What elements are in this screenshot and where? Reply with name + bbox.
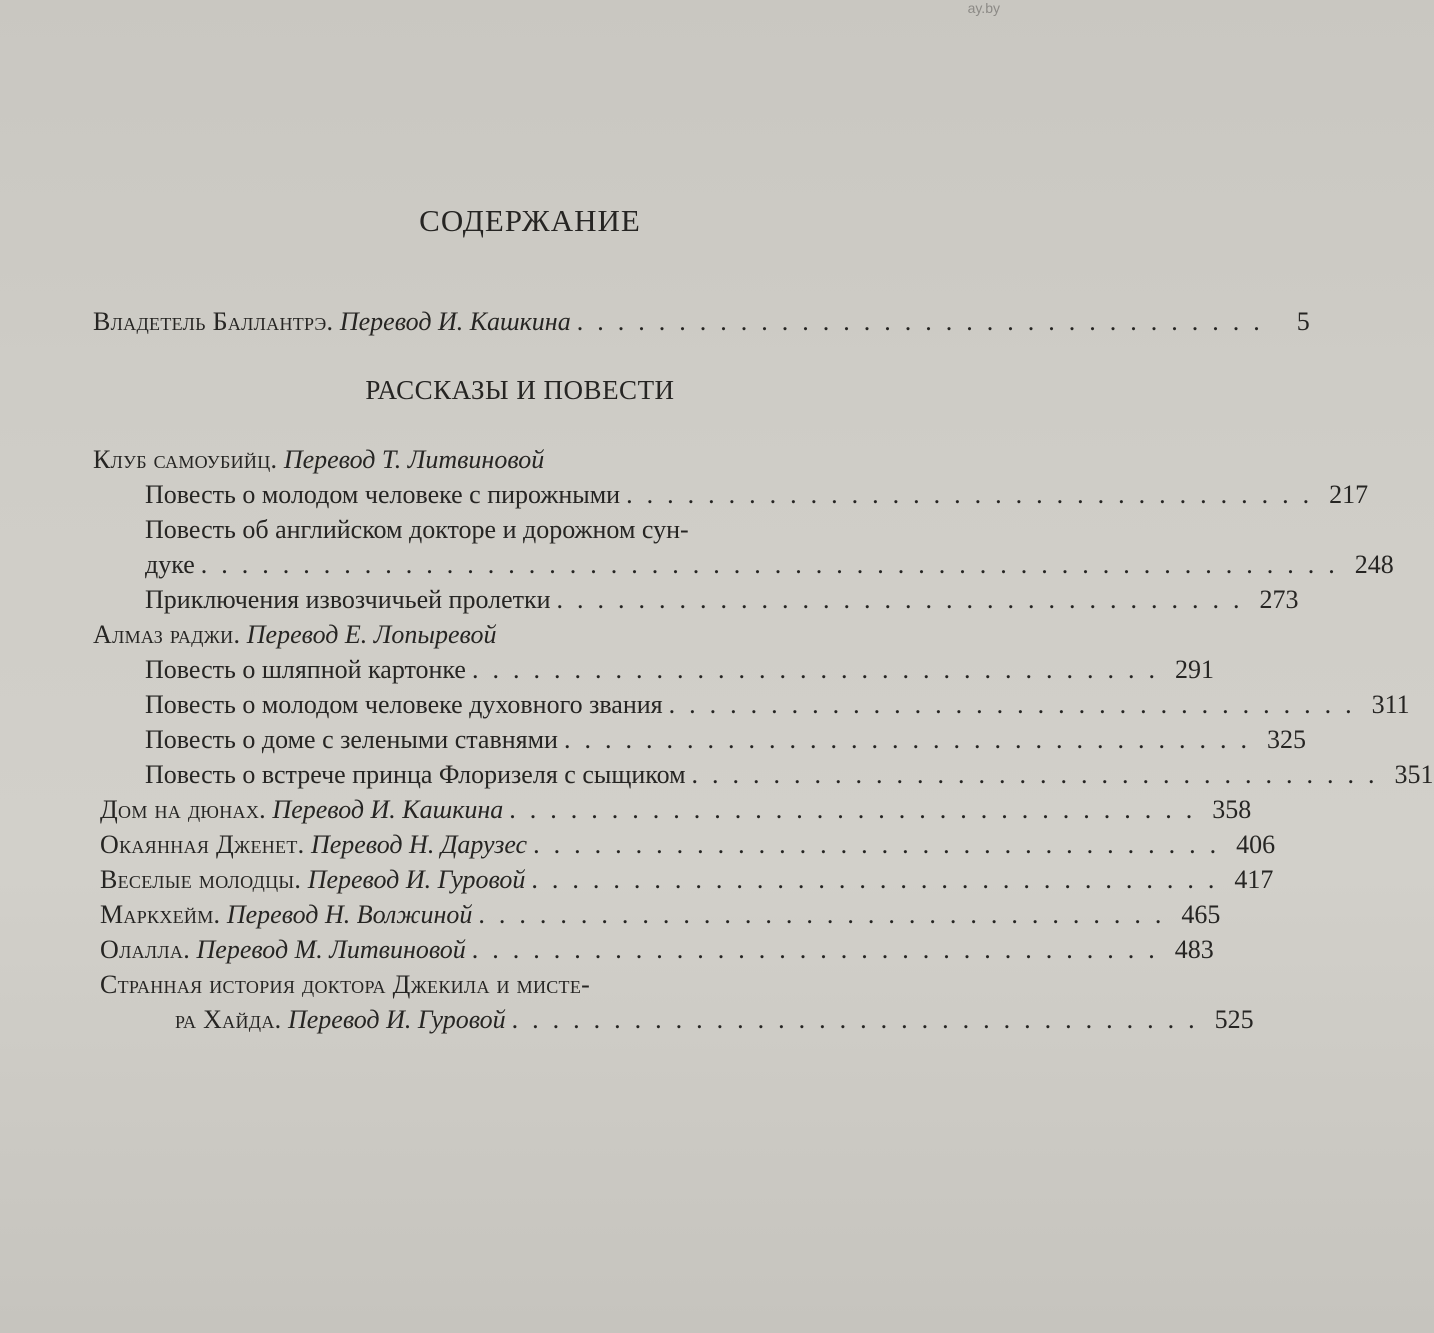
entry-page: 291: [1174, 655, 1214, 684]
entry-title: Маркхейм.: [100, 900, 221, 929]
leader-dots: ..................................: [511, 1005, 1209, 1034]
leader-dots: ..................................: [509, 795, 1207, 824]
toc-entry-jekyll-hyde-cont: [175, 1003, 1254, 1037]
section-heading: РАССКАЗЫ И ПОВЕСТИ: [365, 375, 675, 405]
entry-translator: Перевод М. Литвиновой: [196, 935, 466, 964]
entry-text: Повесть о доме с зелеными ставнями: [145, 725, 558, 754]
leader-dots: ..................................: [478, 900, 1176, 929]
entry-page: 325: [1266, 725, 1306, 754]
entry-translator: Перевод Т. Литвиновой: [283, 445, 545, 474]
entry-page: 248: [1354, 550, 1394, 579]
entry-page: 465: [1181, 900, 1221, 929]
watermark: ay.by: [967, 0, 1000, 16]
entry-text: Повесть о шляпной картонке: [145, 655, 466, 684]
entry-title: Клуб самоубийц.: [93, 445, 278, 474]
toc-subentry: [145, 478, 1369, 512]
entry-text: Повесть об английском докторе и дорожном сун-: [145, 515, 689, 544]
toc-entry-ballantrae: [93, 305, 1310, 339]
toc-entry-merry-men: [100, 863, 1274, 897]
toc-subentry: [145, 513, 958, 547]
page-title: СОДЕРЖАНИЕ: [419, 203, 641, 238]
entry-translator: Перевод И. Гуровой: [287, 1005, 506, 1034]
entry-text: Приключения извозчичьей пролетки: [145, 585, 551, 614]
entry-page: 351: [1394, 760, 1434, 789]
entry-text: Повесть о молодом человеке духовного звания: [145, 690, 663, 719]
entry-page: 5: [1296, 307, 1310, 336]
toc-subentry: [145, 653, 1214, 687]
entry-text: дуке: [145, 550, 195, 579]
entry-page: 417: [1234, 865, 1274, 894]
entry-translator: Перевод И. Кашкина: [339, 307, 571, 336]
entry-title: Веселые молодцы.: [100, 865, 302, 894]
toc-subentry: [145, 583, 1299, 617]
toc-entry-suicide-club: [93, 443, 958, 477]
entry-translator: Перевод Н. Дарузес: [310, 830, 528, 859]
entry-page: 406: [1236, 830, 1276, 859]
entry-page: 311: [1371, 690, 1410, 719]
entry-title: Странная история доктора Джекила и мисте-: [100, 970, 591, 999]
toc-entry-markheim: [100, 898, 1221, 932]
entry-title: ра Хайда.: [175, 1005, 282, 1034]
entry-page: 483: [1174, 935, 1214, 964]
toc-entry-jekyll-hyde: [100, 968, 958, 1002]
leader-dots: ........................................................: [200, 550, 1349, 579]
entry-text: Повесть о встрече принца Флоризеля с сыщиком: [145, 760, 686, 789]
leader-dots: ..................................: [668, 690, 1366, 719]
entry-page: 217: [1329, 480, 1369, 509]
toc-subentry: [145, 688, 1410, 722]
leader-dots: ..................................: [531, 865, 1229, 894]
entry-title: Олалла.: [100, 935, 190, 964]
toc-subentry: [145, 548, 1394, 582]
toc-entry-thrawn-janet: [100, 828, 1276, 862]
entry-title: Дом на дюнах.: [100, 795, 266, 824]
entry-translator: Перевод И. Гуровой: [307, 865, 526, 894]
entry-page: 358: [1212, 795, 1252, 824]
leader-dots: ..................................: [471, 655, 1169, 684]
leader-dots: ..................................: [471, 935, 1169, 964]
toc-subentry: [145, 723, 1306, 757]
leader-dots: ..................................: [533, 830, 1231, 859]
leader-dots: ..................................: [626, 480, 1324, 509]
leader-dots: ..................................: [556, 585, 1254, 614]
entry-page: 273: [1259, 585, 1299, 614]
entry-title: Алмаз раджи.: [93, 620, 241, 649]
toc-subentry: [145, 758, 1434, 792]
entry-text: Повесть о молодом человеке с пирожными: [145, 480, 621, 509]
toc-entry-pavilion-on-the-links: [100, 793, 1252, 827]
toc-entry-rajah-diamond: [93, 618, 958, 652]
entry-title: Окаянная Дженет.: [100, 830, 305, 859]
entry-translator: Перевод Н. Волжиной: [226, 900, 473, 929]
entry-translator: Перевод Е. Лопыревой: [246, 620, 497, 649]
leader-dots: ..................................: [576, 307, 1274, 336]
entry-title: Владетель Баллантрэ.: [93, 307, 334, 336]
leader-dots: ..................................: [563, 725, 1261, 754]
toc-entry-olalla: [100, 933, 1214, 967]
entry-translator: Перевод И. Кашкина: [272, 795, 504, 824]
entry-page: 525: [1214, 1005, 1254, 1034]
leader-dots: ..................................: [691, 760, 1389, 789]
